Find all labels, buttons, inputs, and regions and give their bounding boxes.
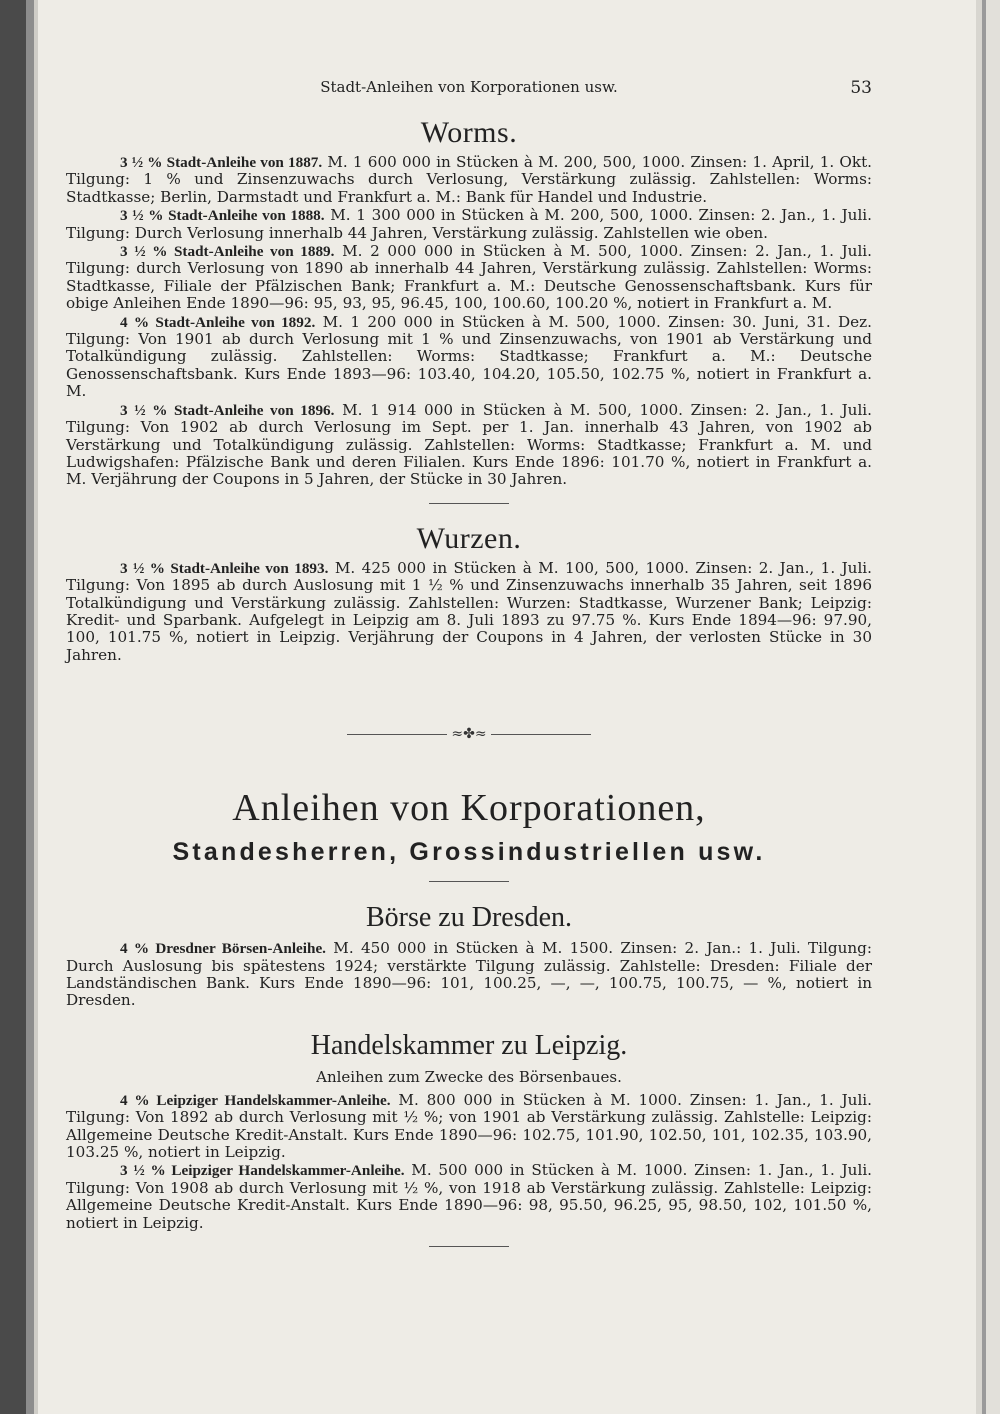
- bond-text: M. 425 000 in Stücken à M. 100, 500, 1000. Zinsen: 2. Jan., 1. Juli. Tilgung: Von 1895 ab durch Auslosung mit 1 ½ % und Zinsenzuwachs innerhalb 35 Jahren, seit 1896 Totalkündigung und Verstärkung zulässig. Zahlstellen: Wurzen: Stadtkasse, Wurzener Bank; Leipzig: Kredit- und Sparbank. Aufgelegt in Leipzig am 8. Juli 1893 zu 97.75 %. Kurs Ende 1894—96: 97.90, 100, 101.75 %, notiert in Leipzig. Verjährung der Coupons in 4 Jahren, der verlosten Stücke in 30 Jahren.: [66, 558, 872, 664]
- bond-title: 3 ½ % Stadt-Anleihe von 1889.: [120, 243, 335, 261]
- heading-wurzen: Wurzen.: [416, 521, 522, 555]
- bond-entry: [66, 560, 872, 664]
- bond-title: 3 ½ % Leipziger Handelskammer-Anleihe.: [120, 1162, 405, 1180]
- bond-entry: [66, 314, 872, 401]
- heading-dresden: Börse zu Dresden.: [365, 902, 573, 934]
- ornament-line-right: [491, 734, 591, 735]
- ornamental-divider: [66, 726, 872, 742]
- document-page: [66, 70, 872, 1261]
- bond-entry: [66, 1092, 872, 1162]
- bond-text: M. 1 300 000 in Stücken à M. 200, 500, 1000. Zinsen: 2. Jan., 1. Juli. Tilgung: Durch Verlosung innerhalb 44 Jahren, Verstärkung zulässig. Zahlstellen wie oben.: [66, 206, 872, 242]
- bond-entry: [66, 207, 872, 242]
- page-number: 53: [850, 78, 872, 98]
- bond-title: 4 % Leipziger Handelskammer-Anleihe.: [120, 1091, 391, 1109]
- section-subtitle: Standesherren, Grossindustriellen usw.: [172, 838, 766, 867]
- bond-entry: [66, 940, 872, 1010]
- bond-title: 4 % Stadt-Anleihe von 1892.: [120, 313, 316, 331]
- divider: [429, 1246, 509, 1247]
- bond-text: M. 1 200 000 in Stücken à M. 500, 1000. Zinsen: 30. Juni, 31. Dez. Tilgung: Von 1901 ab durch Verlosung mit 1 % und Zinsenzuwachs, von 1901 ab Verstärkung und Totalkündigung zulässig. Zahlstellen: Worms: Stadtkasse; Frankfurt a. M.: Deutsche Genossenschaftsbank. Kurs Ende 1893—96: 103.40, 104.20, 105.50, 102.75 %, notiert in Frankfurt a. M.: [66, 312, 873, 401]
- heading-leipzig: Handelskammer zu Leipzig.: [310, 1029, 628, 1061]
- bond-text: M. 800 000 in Stücken à M. 1000. Zinsen: 1. Jan., 1. Juli. Tilgung: Von 1892 ab durch Verlosung mit ½ %; von 1901 ab Verstärkung zulässig. Zahlstelle: Leipzig: Allgemeine Deutsche Kredit-Anstalt. Kurs Ende 1890—96: 102.75, 101.90, 102.50, 101, 102.35, 103.90, 103.25 %, notiert in Leipzig.: [66, 1090, 872, 1161]
- leipzig-subtitle: Anleihen zum Zwecke des Börsenbaues.: [316, 1067, 622, 1086]
- scan-binding-edge-right: [976, 0, 1000, 1414]
- bond-title: 3 ½ % Stadt-Anleihe von 1893.: [120, 559, 329, 577]
- divider: [429, 881, 509, 882]
- section-title: Anleihen von Korporationen,: [232, 787, 706, 830]
- bond-title: 4 % Dresdner Börsen-Anleihe.: [120, 940, 326, 958]
- heading-worms: Worms.: [420, 116, 518, 149]
- bond-entry: [66, 402, 872, 489]
- bond-title: 3 ½ % Stadt-Anleihe von 1888.: [120, 207, 325, 225]
- bond-entry: [66, 154, 872, 206]
- ornament-icon: ≈✤≈: [451, 726, 487, 743]
- ornament-line-left: [347, 734, 447, 735]
- bond-entry: [66, 243, 872, 313]
- leipzig-entries: [66, 1092, 872, 1232]
- divider: [429, 503, 509, 504]
- scan-binding-edge-left: [0, 0, 38, 1414]
- bond-title: 3 ½ % Stadt-Anleihe von 1887.: [120, 154, 323, 171]
- bond-text: M. 500 000 in Stücken à M. 1000. Zinsen: 1. Jan., 1. Juli. Tilgung: Von 1908 ab durch Verlosung mit ½ %, von 1918 ab Verstärkung zulässig. Zahlstelle: Leipzig: Allgemeine Deutsche Kredit-Anstalt. Kurs Ende 1890—96: 98, 95.50, 96.25, 95, 98.50, 102, 101.50 %, notiert in Leipzig.: [66, 1161, 872, 1232]
- wurzen-entries: [66, 560, 872, 664]
- dresden-entries: [66, 940, 872, 1010]
- bond-entry: [66, 1162, 872, 1232]
- bond-text: M. 2 000 000 in Stücken à M. 500, 1000. Zinsen: 2. Jan., 1. Juli. Tilgung: durch Verlosung von 1890 ab innerhalb 44 Jahren, Verstärkung zulässig. Zahlstellen: Worms: Stadtkasse, Filiale der Pfälzischen Bank; Frankfurt a. M.: Deutsche Genossenschaftsbank. Kurs für obige Anleihen Ende 1890—96: 95, 93, 95, 96.45, 100, 100.60, 100.20 %, notiert in Frankfurt a. M.: [66, 242, 872, 313]
- bond-title: 3 ½ % Stadt-Anleihe von 1896.: [120, 401, 335, 419]
- worms-entries: [66, 154, 872, 489]
- running-header: [66, 70, 872, 98]
- running-title: Stadt-Anleihen von Korporationen usw.: [320, 78, 618, 96]
- bond-text: M. 450 000 in Stücken à M. 1500. Zinsen: 2. Jan.: 1. Juli. Tilgung: Durch Auslosung bis spätestens 1924; verstärkte Tilgung zulässig. Zahlstelle: Dresden: Filiale der Landständischen Bank. Kurs Ende 1890—96: 101, 100.25, —, —, 100.75, 100.75, — %, notiert in Dresden.: [66, 939, 872, 1010]
- bond-text: M. 1 600 000 in Stücken à M. 200, 500, 1000. Zinsen: 1. April, 1. Okt. Tilgung: 1 % und Zinsenzuwachs durch Verlosung, Verstärkung zulässig. Zahlstellen: Worms: Stadtkasse; Berlin, Darmstadt und Frankfurt a. M.: Bank für Handel und Industrie.: [66, 153, 873, 206]
- bond-text: M. 1 914 000 in Stücken à M. 500, 1000. Zinsen: 2. Jan., 1. Juli. Tilgung: Von 1902 ab durch Verlosung im Sept. per 1. Jan. innerhalb 43 Jahren, von 1902 ab Verstärkung und Totalkündigung zulässig. Zahlstellen: Worms: Stadtkasse; Frankfurt a. M. und Ludwigshafen: Pfälzische Bank und deren Filialen. Kurs Ende 1896: 101.70 %, notiert in Frankfurt a. M. Verjährung der Coupons in 5 Jahren, der Stücke in 30 Jahren.: [66, 400, 872, 489]
